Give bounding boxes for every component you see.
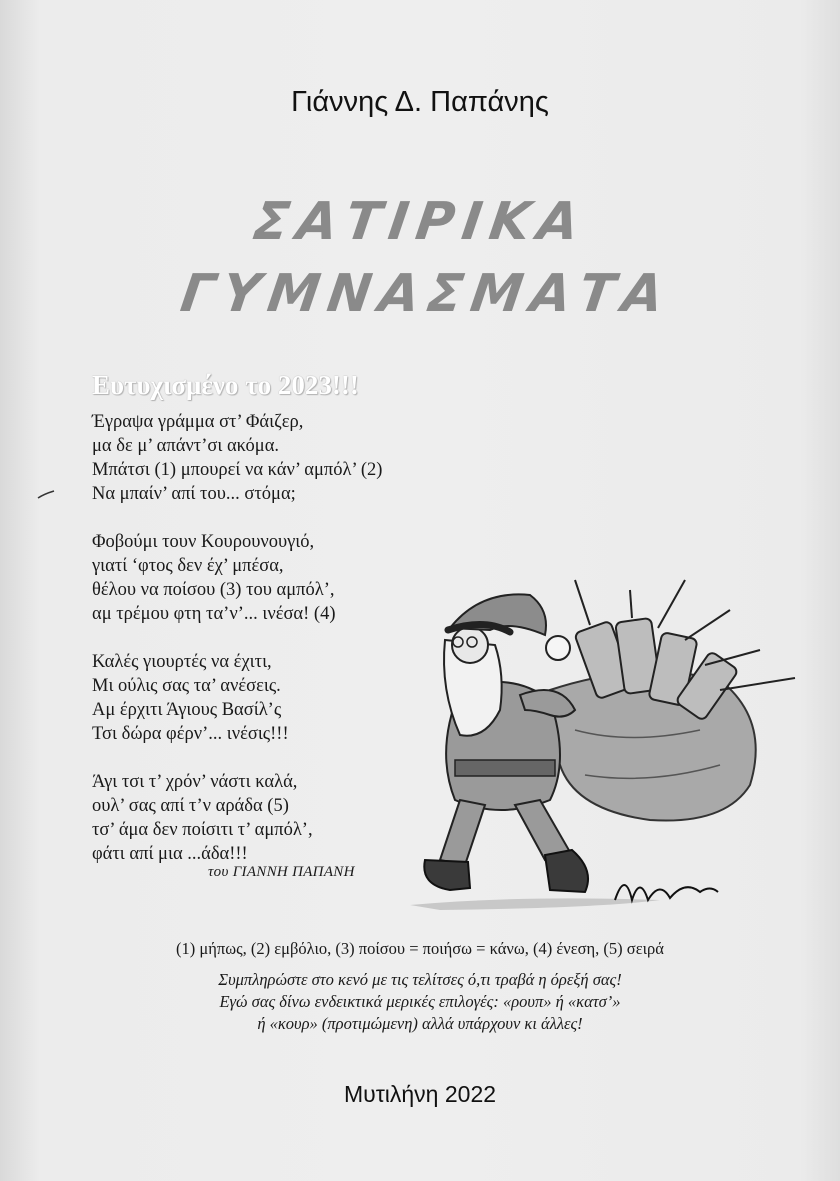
pen-mark-icon — [36, 488, 56, 502]
stanza-4 — [92, 770, 382, 866]
poem-line: Μι ούλις σας τα’ ανέσεις. — [92, 676, 281, 696]
santa-claus-with-sack-of-syringes-icon — [400, 570, 820, 920]
poem-line: αμ τρέμου φτη τα’ν’... ινέσα! (4) — [92, 604, 336, 624]
poem-line: Αμ έρχιτι Άγιους Βασίλ’ς — [92, 700, 282, 720]
poem-line: φάτι απί μια ...άδα!!! — [92, 844, 248, 864]
book-title-line-2: ΓΥΜΝΑΣΜΑΤΑ — [177, 264, 675, 324]
poem-line: Καλές γιουρτές να έχιτι, — [92, 652, 272, 672]
poem-heading: Ευτυχισμένο το 2023!!! — [92, 370, 359, 400]
poem-line: τσ’ άμα δεν ποίσιτι τ’ αμπόλ’, — [92, 820, 313, 840]
poem-line: Φοβούμι τουν Κουρουνουγιό, — [92, 532, 315, 552]
poem-line: μα δε μ’ απάντ’σι ακόμα. — [92, 436, 280, 456]
poem-line: Έγραψα γράμμα στ’ Φάιζερ, — [92, 412, 304, 432]
poem-line: ουλ’ σας απί τ’ν αράδα (5) — [92, 796, 289, 816]
stanza-2 — [92, 530, 382, 626]
poem-signature: του ΓΙΑΝΝΗ ΠΑΠΑΝΗ — [208, 864, 355, 880]
author-name: Γιάννης Δ. Παπάνης — [291, 86, 549, 118]
poem-line: Μπάτσι (1) μπουρεί να κάν’ αμπόλ’ (2) — [92, 460, 383, 480]
poem-line: Άγι τσι τ’ χρόν’ νάστι καλά, — [92, 772, 298, 792]
book-title-line-1: ΣΑΤΙΡΙΚΑ — [249, 192, 591, 252]
stanza-3 — [92, 650, 382, 746]
poem-line: Τσι δώρα φέρν’... ινέσις!!! — [92, 724, 289, 744]
note-line: ή «κουρ» (προτιμώμενη) αλλά υπάρχουν κι άλλες! — [257, 1014, 583, 1033]
poem-line: Να μπαίν’ απί του... στόμα; — [92, 484, 296, 504]
poem-line: γιατί ‘φτος δεν έχ’ μπέσα, — [92, 556, 284, 576]
stanza-1 — [92, 410, 382, 506]
place-and-year: Μυτιλήνη 2022 — [343, 1081, 497, 1107]
reader-note — [0, 969, 840, 1035]
note-line: Συμπληρώστε στο κενό με τις τελίτσες ό,τι τραβά η όρεξή σας! — [218, 970, 622, 989]
footnotes: (1) μήπως, (2) εμβόλιο, (3) ποίσου = ποιήσω = κάνω, (4) ένεση, (5) σειρά — [176, 939, 664, 958]
note-line: Εγώ σας δίνω ενδεικτικά μερικές επιλογές: «ρουπ» ή «κατσ’» — [219, 992, 621, 1011]
poem-line: θέλου να ποίσου (3) του αμπόλ’, — [92, 580, 335, 600]
poem-body — [92, 410, 382, 890]
